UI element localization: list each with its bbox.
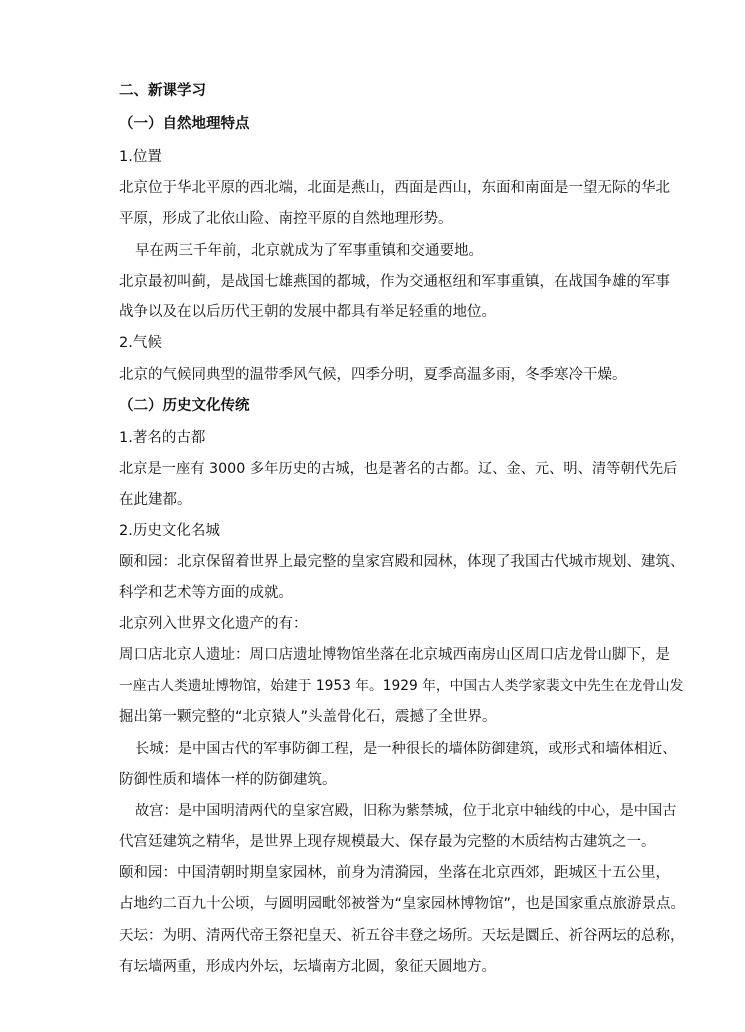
paragraph-location-line2: 平原，形成了北依山险、南控平原的自然地理形势。 [119,211,453,227]
section-1-title: （一）自然地理特点 [119,116,250,132]
main-heading: 二、新课学习 [119,83,206,99]
subheading-climate: 2.气候 [119,335,162,351]
paragraph-forbidden-city-line1: 故宫：是中国明清两代的皇家宫殿，旧称为紫禁城，位于北京中轴线的中心，是中国古 [135,803,677,819]
paragraph-ji-line2: 战争以及在以后历代王朝的发展中都具有举足轻重的地位。 [119,304,496,320]
paragraph-temple-of-heaven-line1: 天坛：为明、清两代帝王祭祀皇天、祈五谷丰登之场所。天坛是圜丘、祈谷两坛的总称， [119,928,685,944]
paragraph-yiheyuan-line1: 颐和园：中国清朝时期皇家园林，前身为清漪园，坐落在北京西郊，距城区十五公里， [119,865,670,881]
paragraph-summer-palace-line1: 颐和园：北京保留着世界上最完整的皇家宫殿和园林，体现了我国古代城市规划、建筑、 [119,554,685,570]
paragraph-zhoukoudian-line2: 一座古人类遗址博物馆，始建于 1953 年。1929 年，中国古人类学家裴文中先生在龙骨山发 [119,678,684,694]
paragraph-zhoukoudian-line1: 周口店北京人遗址：周口店遗址博物馆坐落在北京城西南房山区周口店龙骨山脚下，是 [119,647,670,663]
paragraph-zhoukoudian-line3: 掘出第一颗完整的“北京猿人”头盖骨化石，震撼了全世界。 [119,709,497,725]
paragraph-forbidden-city-line2: 代宫廷建筑之精华，是世界上现存规模最大、保存最为完整的木质结构古建筑之一。 [119,834,656,850]
subheading-ancient-capital: 1.著名的古都 [119,430,206,446]
paragraph-capital-line1: 北京是一座有 3000 多年历史的古城，也是著名的古都。辽、金、元、明、清等朝代先后 [119,461,678,477]
paragraph-temple-of-heaven-line2: 有坛墙两重，形成内外坛，坛墙南方北圆，象征天圆地方。 [119,959,496,975]
paragraph-location-line1: 北京位于华北平原的西北端，北面是燕山，西面是西山，东面和南面是一望无际的华北 [119,180,670,196]
section-2-title: （二）历史文化传统 [119,398,250,414]
paragraph-climate: 北京的气候同典型的温带季风气候，四季分明，夏季高温多雨，冬季寒冷干燥。 [119,367,627,383]
paragraph-ji-line1: 北京最初叫蓟，是战国七雄燕国的都城，作为交通枢纽和军事重镇，在战国争雄的军事 [119,274,670,290]
paragraph-great-wall-line1: 长城：是中国古代的军事防御工程，是一种很长的墙体防御建筑，或形式和墙体相近、 [135,741,677,757]
paragraph-military-hub: 早在两三千年前，北京就成为了军事重镇和交通要地。 [135,243,483,259]
paragraph-summer-palace-line2: 科学和艺术等方面的成就。 [119,585,293,601]
subheading-cultural-city: 2.历史文化名城 [119,523,220,539]
subheading-location: 1.位置 [119,149,162,165]
paragraph-yiheyuan-line2: 占地约二百九十公顷，与圆明园毗邻被誉为“皇家园林博物馆”，也是国家重点旅游景点。 [119,896,686,912]
paragraph-great-wall-line2: 防御性质和墙体一样的防御建筑。 [119,772,337,788]
paragraph-capital-line2: 在此建都。 [119,492,192,508]
paragraph-heritage-intro: 北京列入世界文化遗产的有： [119,616,308,632]
